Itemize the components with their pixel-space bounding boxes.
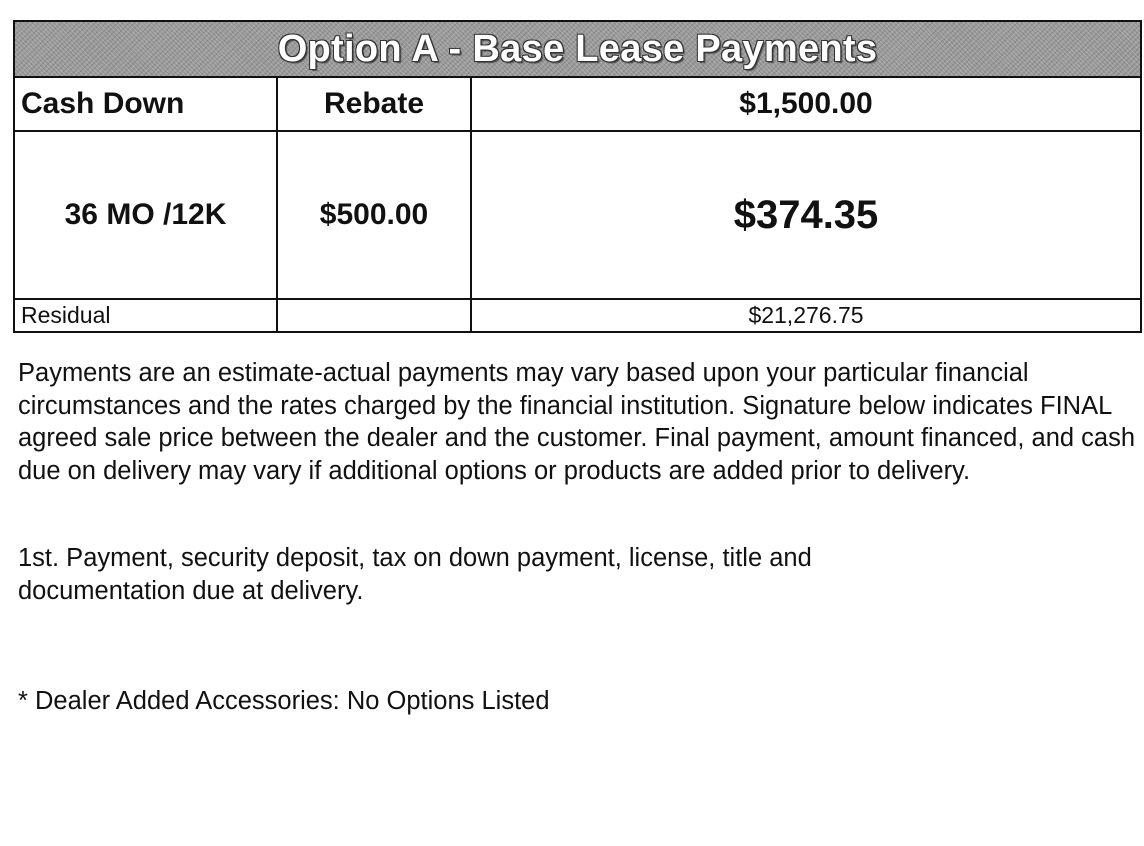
lease-payments-table: [13, 20, 1142, 333]
table-title: Option A - Base Lease Payments: [277, 27, 878, 70]
due-at-delivery-note: 1st. Payment, security deposit, tax on down payment, license, title and documentation due at delivery.: [18, 544, 812, 605]
rebate-label: Rebate: [278, 78, 472, 130]
residual-row: [15, 300, 1140, 331]
header-row: [15, 78, 1140, 132]
monthly-payment: $374.35: [733, 192, 879, 237]
residual-empty-cell: [278, 300, 472, 331]
rebate-amount: $500.00: [278, 132, 472, 298]
cash-down-amount: $1,500.00: [739, 87, 873, 120]
payment-estimate-disclaimer: Payments are an estimate-actual payments may vary based upon your particular financial circumstances and the rates charged by the financial institution. Signature below indicates FINAL agreed sale price between the dealer and the customer. Final payment, amount financed, and cash due on delivery may vary if additional options or products are added prior to delivery.: [18, 359, 1136, 485]
residual-label: Residual: [15, 300, 278, 331]
residual-amount: $21,276.75: [748, 302, 864, 328]
term-row: [15, 132, 1140, 300]
lease-term: 36 MO /12K: [15, 132, 278, 298]
table-banner: [15, 22, 1140, 78]
cash-down-label: Cash Down: [15, 78, 278, 130]
dealer-accessories-note: * Dealer Added Accessories: No Options Listed: [18, 687, 550, 715]
